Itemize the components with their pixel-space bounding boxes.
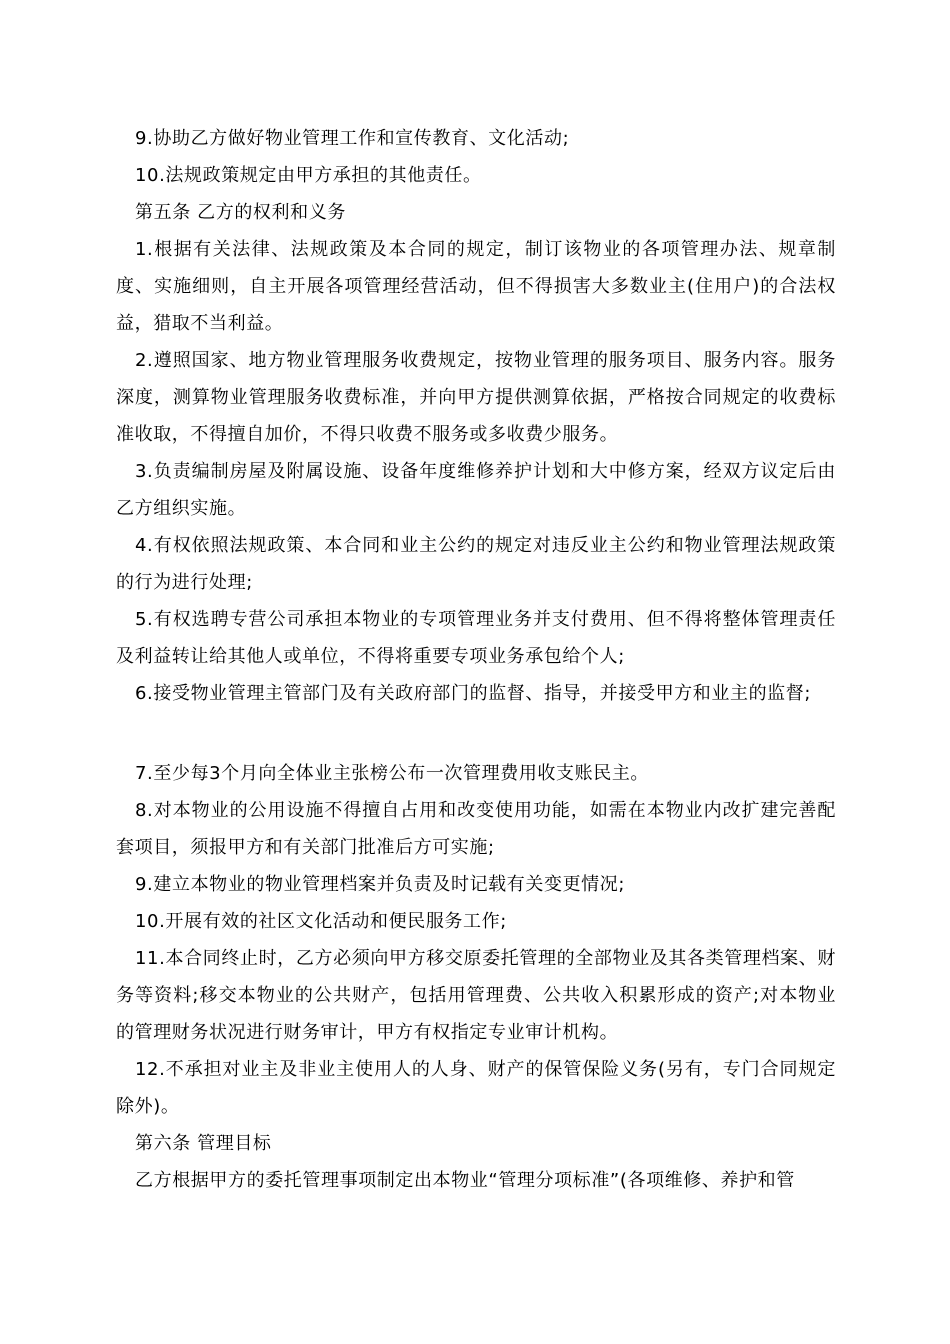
paragraph-item-1: 1.根据有关法律、法规政策及本合同的规定，制订该物业的各项管理办法、规章制度、实施细则，自主开展各项管理经营活动，但不得损害大多数业主(住用户)的合法权益，猎取不当利益。	[116, 239, 836, 334]
paragraph-item-5: 5.有权选聘专营公司承担本物业的专项管理业务并支付费用、但不得将整体管理责任及利益转让给其他人或单位，不得将重要专项业务承包给个人;	[116, 609, 836, 667]
paragraph-item-9-party-a: 9.协助乙方做好物业管理工作和宣传教育、文化活动;	[135, 128, 570, 149]
paragraph-item-7: 7.至少每3个月向全体业主张榜公布一次管理费用收支账民主。	[135, 763, 650, 784]
paragraph-item-11: 11.本合同终止时，乙方必须向甲方移交原委托管理的全部物业及其各类管理档案、财务等资料;移交本物业的公共财产，包括用管理费、公共收入积累形成的资产;对本物业的管理财务状况进行财务审计，甲方有权指定专业审计机构。	[116, 948, 836, 1043]
section-heading-article-5: 第五条 乙方的权利和义务	[135, 202, 346, 223]
paragraph-management-goal: 乙方根据甲方的委托管理事项制定出本物业“管理分项标准”(各项维修、养护和管	[135, 1170, 795, 1191]
paragraph-item-8: 8.对本物业的公用设施不得擅自占用和改变使用功能，如需在本物业内改扩建完善配套项目，须报甲方和有关部门批准后方可实施;	[116, 800, 836, 858]
paragraph-item-9: 9.建立本物业的物业管理档案并负责及时记载有关变更情况;	[135, 874, 626, 895]
paragraph-item-10-party-a: 10.法规政策规定由甲方承担的其他责任。	[135, 165, 482, 186]
paragraph-item-6: 6.接受物业管理主管部门及有关政府部门的监督、指导，并接受甲方和业主的监督;	[135, 683, 812, 704]
paragraph-item-4: 4.有权依照法规政策、本合同和业主公约的规定对违反业主公约和物业管理法规政策的行为进行处理;	[116, 535, 836, 593]
section-heading-article-6: 第六条 管理目标	[135, 1133, 272, 1154]
paragraph-item-3: 3.负责编制房屋及附属设施、设备年度维修养护计划和大中修方案，经双方议定后由乙方组织实施。	[116, 461, 836, 519]
paragraph-item-12: 12.不承担对业主及非业主使用人的人身、财产的保管保险义务(另有，专门合同规定除外)。	[116, 1059, 836, 1117]
paragraph-item-10: 10.开展有效的社区文化活动和便民服务工作;	[135, 911, 507, 932]
paragraph-item-2: 2.遵照国家、地方物业管理服务收费规定，按物业管理的服务项目、服务内容。服务深度，测算物业管理服务收费标准，并向甲方提供测算依据，严格按合同规定的收费标准收取，不得擅自加价，不得只收费不服务或多收费少服务。	[116, 350, 836, 445]
